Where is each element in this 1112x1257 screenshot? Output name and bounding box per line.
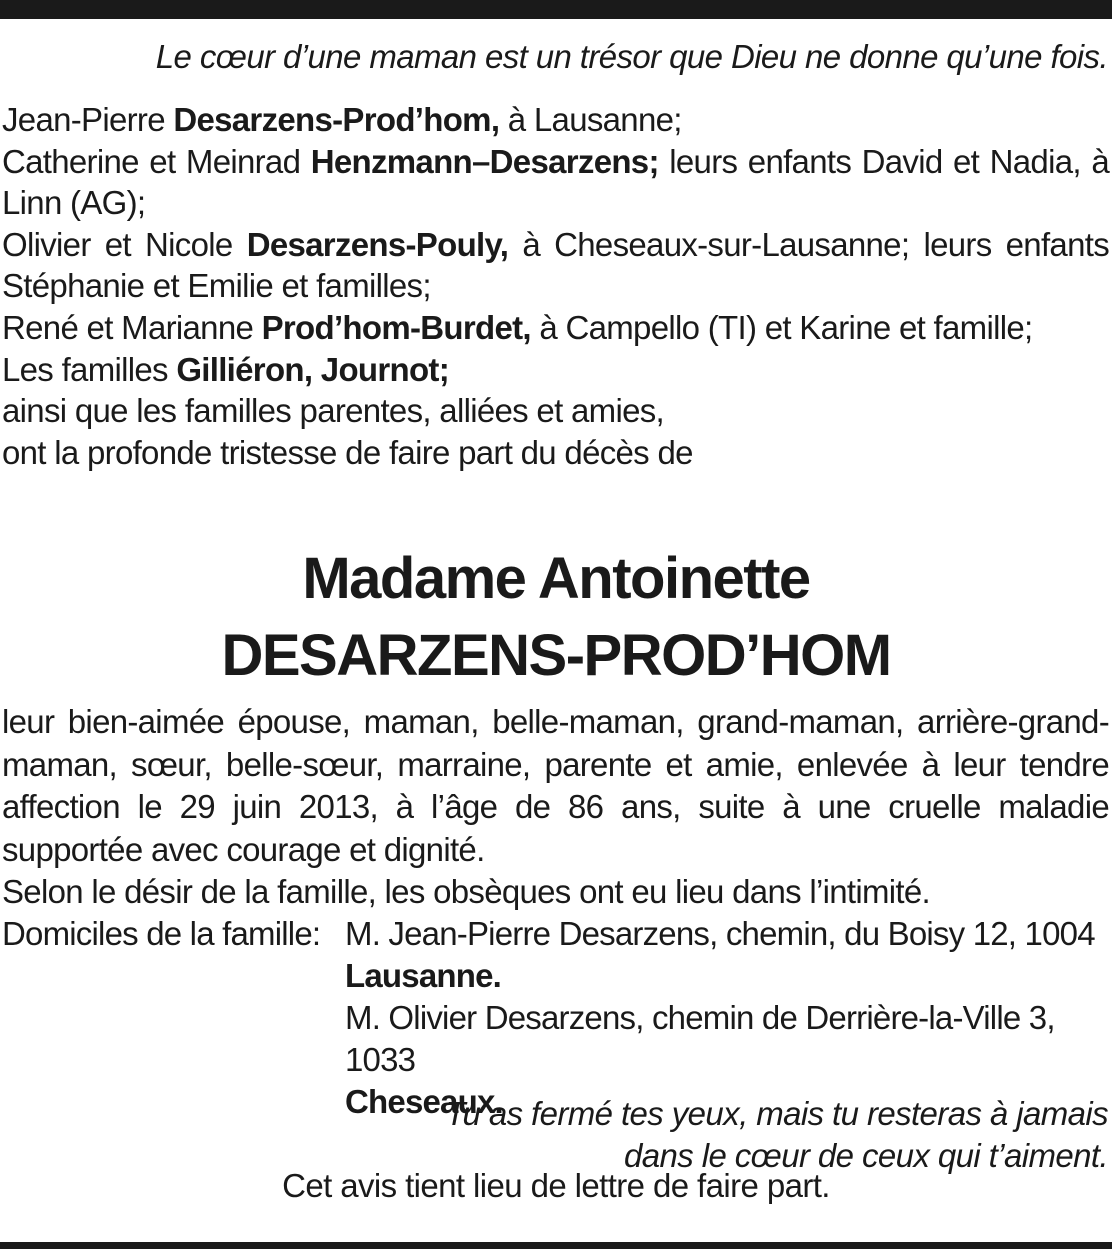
family-name: Desarzens-Pouly, <box>246 225 509 263</box>
family-line <box>2 224 1109 307</box>
family-line-post: leurs enfants David et Nadia, à Linn (AG); <box>2 142 1109 222</box>
family-line-post: à Cheseaux-sur-Lausanne; leurs enfants Stéphanie et Emilie et familles; <box>2 225 1109 305</box>
domicile-city: Lausanne. <box>345 957 502 994</box>
family-line-pre: Jean-Pierre <box>2 101 174 138</box>
family-name: Desarzens-Prod’hom, <box>173 101 500 138</box>
tribute-paragraph: leur bien-aimée épouse, maman, belle-maman, grand-maman, arrière-grand-maman, sœur, belle-sœur, marraine, parente et amie, enlevée à leur tendre affection le 29 juin 2013, à l’âge de 86 ans, suite à une cruelle maladie supportée avec courage et dignité. <box>2 703 1109 868</box>
family-line <box>2 307 1109 349</box>
top-border-rule <box>0 0 1112 19</box>
family-line-post: à Campello (TI) et Karine et famille; <box>530 308 1033 346</box>
funeral-paragraph: Selon le désir de la famille, les obsèques ont eu lieu dans l’intimité. <box>2 873 931 910</box>
family-line-post: à Lausanne; <box>499 101 682 138</box>
family-name: Gilliéron, Journot; <box>176 350 450 388</box>
bottom-border-rule <box>0 1242 1112 1249</box>
domiciles <box>2 913 1109 1123</box>
deceased-name <box>0 540 1112 694</box>
relatives-line: ainsi que les familles parentes, alliées et amies, <box>2 392 665 430</box>
family-line-pre: Catherine et Meinrad <box>2 142 311 180</box>
body-text <box>2 701 1109 914</box>
family-list <box>2 99 1109 473</box>
notice: Cet avis tient lieu de lettre de faire part. <box>282 1167 830 1204</box>
domicile-address: M. Jean-Pierre Desarzens, chemin, du Boisy 12, 1004 <box>345 915 1095 952</box>
closing-verse-line2: dans le cœur de ceux qui t’aiment. <box>623 1137 1108 1174</box>
family-line-pre: René et Marianne <box>2 308 262 346</box>
family-line <box>2 141 1109 224</box>
family-line-pre: Les familles <box>2 350 177 388</box>
family-name: Henzmann–Desarzens; <box>310 142 659 180</box>
deceased-name-line2: DESARZENS-PROD’HOM <box>221 623 891 688</box>
domicile-address: M. Olivier Desarzens, chemin de Derrière-la-Ville 3, 1033 <box>345 999 1055 1078</box>
family-line <box>2 99 1109 141</box>
domicile-row <box>2 913 1109 955</box>
announcement-line: ont la profonde tristesse de faire part du décès de <box>2 433 693 471</box>
family-line-pre: Olivier et Nicole <box>2 225 247 263</box>
family-line <box>2 349 1109 391</box>
domicile-city: Cheseaux. <box>345 1083 503 1120</box>
domiciles-label: Domiciles de la famille: <box>2 915 321 952</box>
deceased-name-line1: Madame Antoinette <box>302 546 810 611</box>
closing-verse-line1: Tu as fermé tes yeux, mais tu resteras à jamais <box>445 1095 1108 1132</box>
epigraph: Le cœur d’une maman est un trésor que Dieu ne donne qu’une fois. <box>155 38 1108 75</box>
family-name: Prod’hom-Burdet, <box>261 308 531 346</box>
